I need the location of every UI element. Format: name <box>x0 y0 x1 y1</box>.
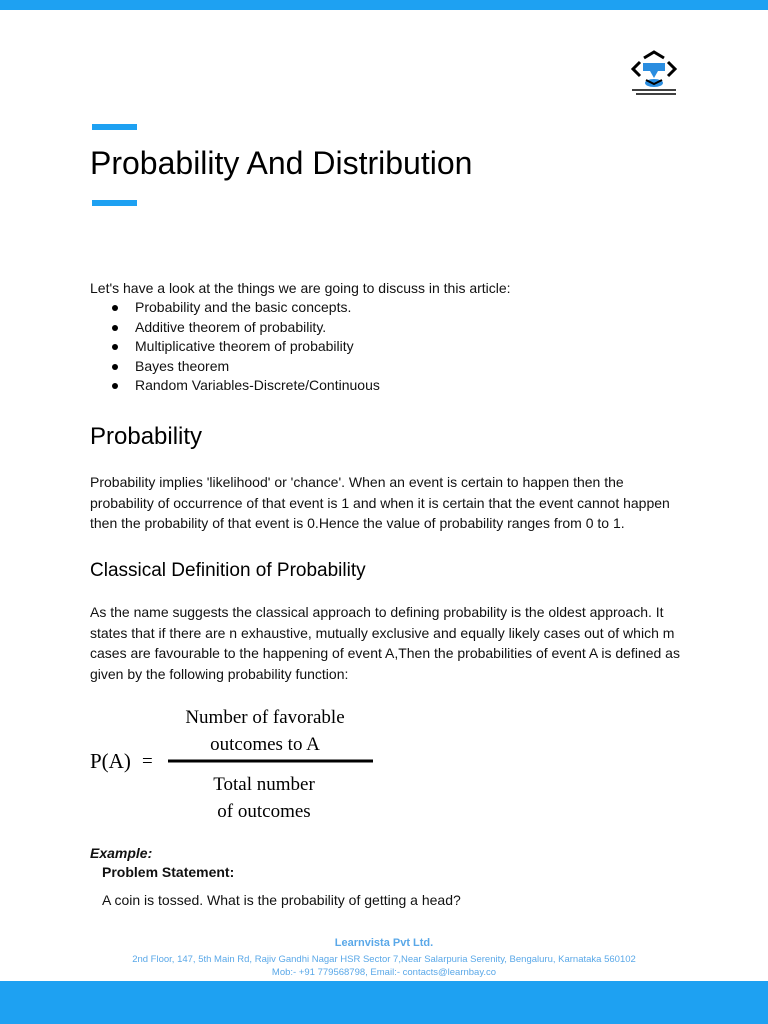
list-item <box>90 376 380 396</box>
paragraph-line: As the name suggests the classical approach to defining probability is the oldest approach. It <box>90 604 664 620</box>
title-accent-top <box>92 124 137 130</box>
list-item-text: Probability and the basic concepts. <box>135 299 352 315</box>
bullet-dot-icon <box>112 383 118 389</box>
problem-statement-label: Problem Statement: <box>102 864 235 880</box>
paragraph-line: cases are favourable to the happening of event A,Then the probabilities of event A is defined as <box>90 645 680 661</box>
topic-list <box>90 298 380 396</box>
formula-numerator-line1: Number of favorable <box>185 707 345 728</box>
section-heading-classical: Classical Definition of Probability <box>90 560 366 581</box>
formula-denominator-line2: of outcomes <box>217 801 311 822</box>
formula-denominator-line1: Total number <box>213 774 315 795</box>
bottom-accent-bar <box>0 981 768 1024</box>
paragraph-line: probability of occurrence of that event is 1 and when it is certain that the event cannot happen <box>90 494 670 511</box>
paragraph-line: Probability implies 'likelihood' or 'chance'. When an event is certain to happen then the <box>90 474 624 490</box>
probability-paragraph <box>90 472 690 534</box>
paragraph-line: states that if there are n exhaustive, mutually exclusive and equally likely cases out of which m <box>90 624 675 641</box>
paragraph-line: given by the following probability function: <box>90 665 349 682</box>
paragraph-line: then the probability of that event is 0.Hence the value of probability ranges from 0 to 1. <box>90 515 625 531</box>
list-item <box>90 298 380 318</box>
formula-numerator-line2: outcomes to A <box>210 734 320 755</box>
footer-company: Learnvista Pvt Ltd. <box>334 937 434 949</box>
title-accent-bottom <box>92 200 137 206</box>
list-item-text: Multiplicative theorem of probability <box>135 338 354 354</box>
footer-address: 2nd Floor, 147, 5th Main Rd, Rajiv Gandhi Nagar HSR Sector 7,Near Salarpuria Serenity, Bengaluru, Karnataka 560102 <box>132 954 636 965</box>
intro-text: Let's have a look at the things we are going to discuss in this article: <box>90 280 511 296</box>
section-heading-probability: Probability <box>90 423 203 450</box>
learnbay-logo-icon <box>628 50 680 100</box>
list-item-text: Additive theorem of probability. <box>135 318 327 335</box>
list-item-text: Bayes theorem <box>135 357 230 374</box>
formula-lhs: P(A) <box>90 749 131 773</box>
probability-formula <box>88 700 388 830</box>
bullet-dot-icon <box>112 305 118 311</box>
page-title: Probability And Distribution <box>90 145 473 181</box>
bullet-dot-icon <box>112 344 118 350</box>
classical-paragraph <box>90 602 690 684</box>
list-item <box>90 357 380 377</box>
list-item-text: Random Variables-Discrete/Continuous <box>135 377 380 393</box>
bullet-dot-icon <box>112 325 118 331</box>
top-accent-bar <box>0 0 768 10</box>
example-label: Example: <box>90 845 153 861</box>
footer-contact: Mob:- +91 779568798, Email:- contacts@learnbay.co <box>271 967 497 978</box>
formula-equals: = <box>142 751 153 772</box>
bullet-dot-icon <box>112 364 118 370</box>
list-item <box>90 318 380 338</box>
list-item <box>90 337 380 357</box>
problem-question: A coin is tossed. What is the probability of getting a head? <box>102 892 461 908</box>
